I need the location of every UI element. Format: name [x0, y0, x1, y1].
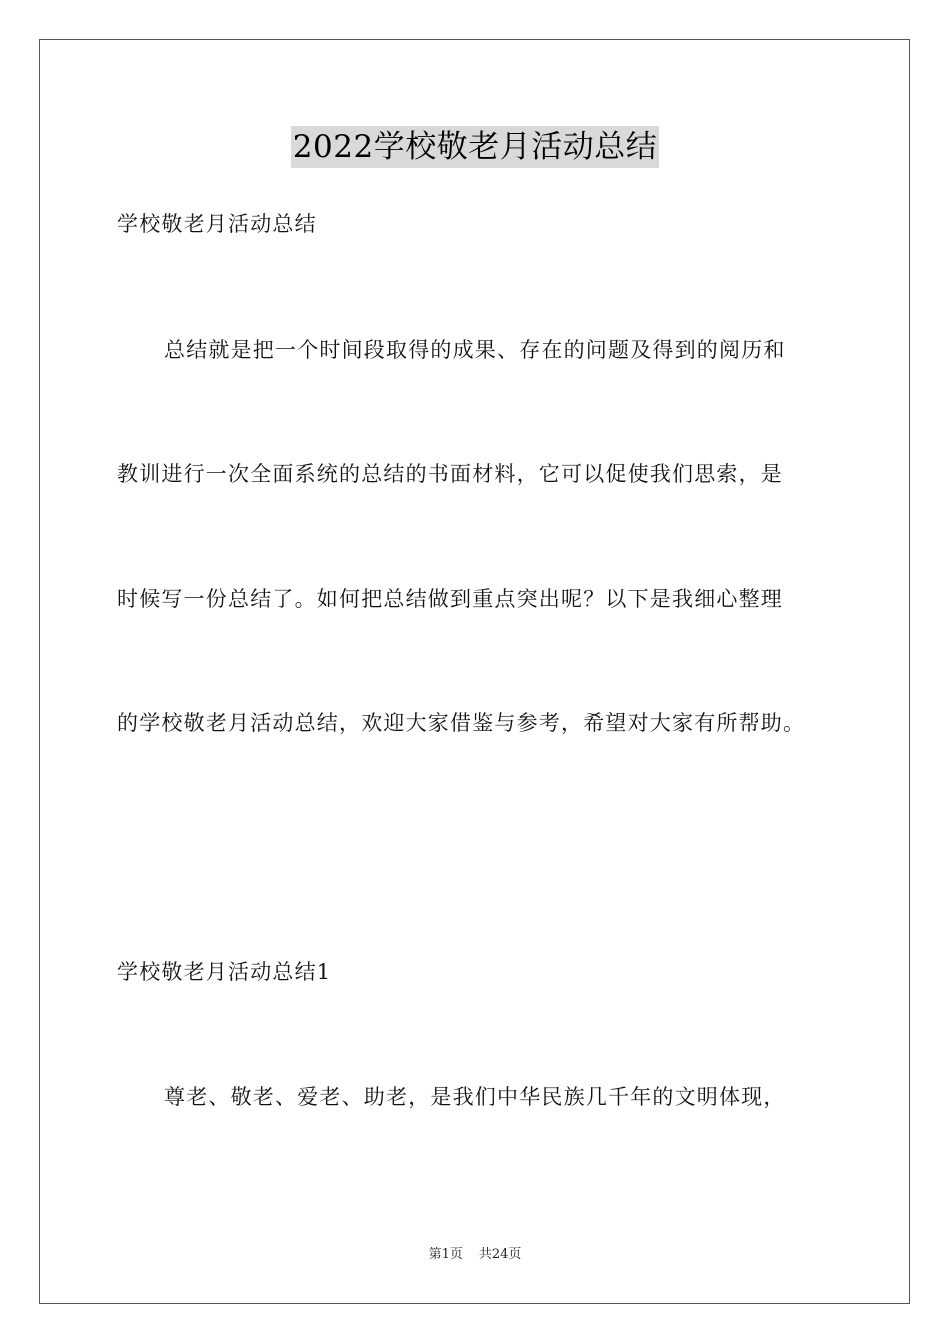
section-first-line: 尊老、敬老、爱老、助老，是我们中华民族几千年的文明体现， — [164, 1085, 786, 1109]
intro-line-3: 时候写一份总结了。如何把总结做到重点突出呢？以下是我细心整理 — [117, 587, 783, 611]
section-heading: 学校敬老月活动总结1 — [117, 960, 332, 984]
intro-line-1: 总结就是把一个时间段取得的成果、存在的问题及得到的阅历和 — [164, 338, 786, 362]
page-number: 第1页 — [428, 1247, 463, 1262]
page-total: 共24页 — [478, 1247, 522, 1262]
intro-line-2: 教训进行一次全面系统的总结的书面材料，它可以促使我们思索，是 — [117, 462, 783, 486]
page-footer — [0, 1246, 950, 1264]
document-title: 2022学校敬老月活动总结 — [291, 126, 659, 168]
intro-line-4: 的学校敬老月活动总结，欢迎大家借鉴与参考，希望对大家有所帮助。 — [117, 711, 806, 735]
document-subtitle: 学校敬老月活动总结 — [117, 212, 317, 236]
title-container — [0, 126, 950, 168]
